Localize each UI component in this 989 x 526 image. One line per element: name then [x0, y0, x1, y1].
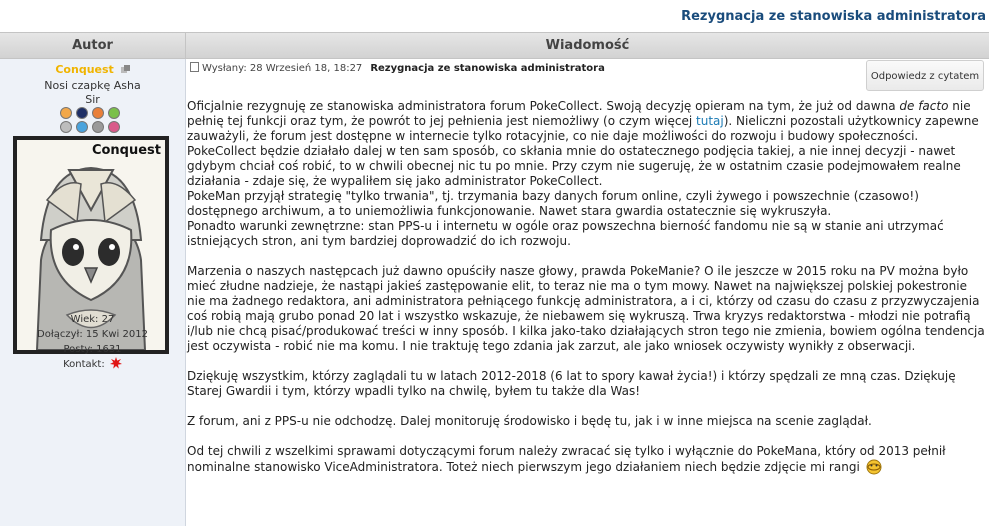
author-joined: Dołączył: 15 Kwi 2012 [37, 329, 148, 340]
paragraph: Dziękuję wszystkim, którzy zaglądali tu w latach 2012-2018 (6 lat to spory kawał życia!) i którzy spędzali ze mną czas. Dziękuję Starej Gwardii i tym, którzy wpadli tylko na chwilę, byłem tu także dla Was! [187, 369, 956, 398]
paragraph: PokeCollect będzie działało dalej w ten sam sposób, co skłania mnie do ostatecznego podjęcia takiej, a nie innej decyzji - nawet gdybym chciał coś robić, to w chwili obecnej nic tu po mnie. Przy czym nie sugeruję, że w ostatnim czasie podejmowałem realne działania - zdaje się, że wypaliłem się jako administrator PokeCollect. [187, 144, 961, 188]
topic-title[interactable]: Rezygnacja ze stanowiska administratora [681, 9, 986, 24]
badge-icon [76, 107, 88, 119]
badge-icon [76, 121, 88, 133]
author-name [0, 63, 185, 76]
paragraph [187, 444, 985, 475]
badge-icon [92, 121, 104, 133]
avatar-caption: Conquest [91, 143, 161, 158]
author-stats [0, 312, 185, 372]
paragraph [187, 99, 985, 144]
badge-icon [60, 121, 72, 133]
offline-status-icon [121, 65, 130, 74]
emphasis: de facto [899, 99, 949, 113]
badge-icon [60, 107, 72, 119]
paragraph: PokeMan przyjął strategię "tylko trwania", tj. trzymania bazy danych forum online, czyli żywego i powszechnie (czasowo!) dostępnego archiwum, a to uniemożliwia funkcjonowanie. Nawet stara gwardia ostatecznie się wykruszyła. [187, 189, 919, 218]
quote-reply-button[interactable]: Odpowiedz z cytatem [866, 60, 984, 91]
gadu-gadu-icon[interactable] [110, 357, 122, 369]
author-posts: Posty: 1631 [63, 344, 122, 355]
post-panel [186, 59, 989, 526]
paragraph: Marzenia o naszych następcach już dawno opuściły nasze głowy, prawda PokeManie? O ile jeszcze w 2015 roku na PV można było mieć złudne nadzieje, że nastąpi jakieś zastępowanie elit, to teraz nie ma o tym mowy. Nawet na największej polskiej pokestronie nie ma żadnego redaktora, ani administratora pełniącego funkcję administratora, a i ci, którzy od czasu do czasu z przyzwyczajenia coś robią mają grubo ponad 20 lat i wszystko wskazuje, że niebawem się wykruszą. Trwa kryzys redaktorstwa - młodzi nie potrafią i/lub nie chcą pisać/produkować treści w inny sposób. I kilka jako-tako działających stron tego nie zmienia, bowiem ogólna tendencja jest oczywista - robić nie ma komu. I nie traktuję tego zdania jak zarzut, ale jako wniosek oczywisty wynikły z obserwacji. [187, 264, 985, 353]
post-meta [190, 62, 605, 74]
post-link-icon[interactable] [190, 62, 199, 72]
post-subject: Rezygnacja ze stanowiska administratora [370, 63, 605, 74]
post-date: Wysłany: 28 Wrzesień 18, 18:27 [202, 63, 363, 74]
author-panel [0, 59, 186, 526]
tutaj-link[interactable]: tutaj [696, 114, 724, 128]
paragraph: Ponadto warunki zewnętrzne: stan PPS-u i internetu w ogóle oraz powszechna bierność fandomu nie są w stanie ani utrzymać istniejących stron, ani tym bardziej doprowadzić do ich rozwoju. [187, 219, 944, 248]
emoticon-icon [866, 459, 882, 475]
author-title: Sir [85, 93, 100, 106]
paragraph: Z forum, ani z PPS-u nie odchodzę. Dalej monitoruję środowisko i będę tu, jak i w inne miejsca na scenie zaglądał. [187, 414, 872, 428]
text-span: nie pełnię tej funkcji oraz tym, że powrót to jej pełnienia jest niemożliwy (o czym więcej [187, 99, 971, 128]
author-rank: Nosi czapkę Asha [44, 79, 141, 92]
author-name-link[interactable]: Conquest [55, 63, 114, 76]
text-span: Oficjalnie rezygnuję ze stanowiska administratora forum PokeCollect. Swoją decyzję opieram na tym, że już od dawna [187, 99, 900, 113]
topic-title-bar [0, 0, 989, 32]
badge-icon [108, 107, 120, 119]
post-body [187, 99, 985, 475]
author-contact [0, 357, 185, 372]
text-span: Od tej chwili z wszelkimi sprawami dotyczącymi forum należy zwracać się tylko i wyłącznie do PokeMana, który od 2013 pełnił nominalne stanowisko ViceAdministratora. Toteż niech pierwszym jego działaniem niech będzie zdjęcie mi rangi [187, 444, 946, 474]
author-age: Wiek: 27 [70, 314, 115, 325]
table-header [0, 32, 989, 59]
badge-icon [108, 121, 120, 133]
contact-label: Kontakt: [63, 359, 105, 370]
author-column-header: Autor [0, 33, 186, 58]
message-column-header: Wiadomość [545, 38, 630, 53]
text-span: ). Nieliczni pozostali użytkownicy zapewne zauważyli, że forum jest dostępne w internecie tylko rotacyjnie, co nie daje możliwości do rozwoju i budowy społeczności. [187, 114, 979, 143]
badge-icon [92, 107, 104, 119]
